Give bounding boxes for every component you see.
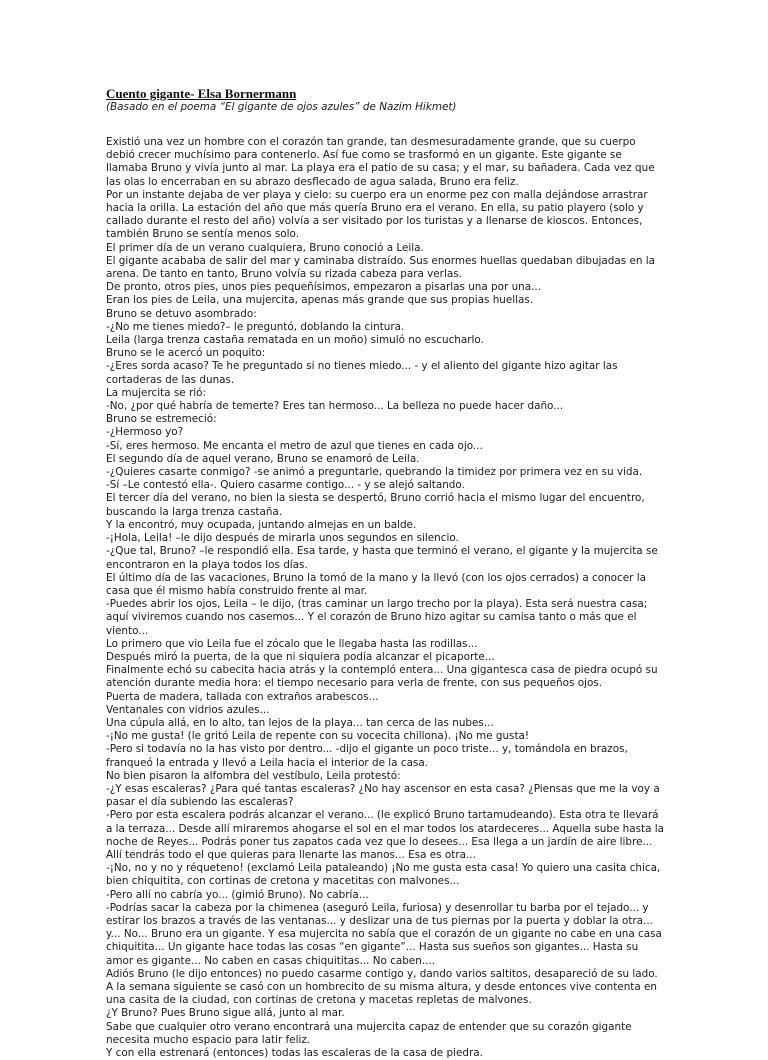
story-paragraph: -¿No me tienes miedo?– le preguntó, doblando la cintura. (106, 320, 405, 333)
story-paragraph: -¿Eres sorda acaso? Te he preguntado si no tienes miedo... - y el aliento del gigante hizo agitar las cortaderas de las dunas. (106, 360, 618, 386)
story-paragraph: A la semana siguiente se casó con un hombrecito de su misma altura, y desde entonces vive contenta en una casita de la ciudad, con cortinas de cretona y macetas repletas de malvones. (106, 981, 657, 1007)
story-paragraph: El tercer día del verano, no bien la siesta se despertó, Bruno corrió hacia el mismo lugar del encuentro, buscando la larga trenza castaña. (106, 492, 645, 518)
story-paragraph: -Sí, eres hermoso. Me encanta el metro de azul que tienes en cada ojo... (106, 439, 483, 452)
story-paragraph: -Puedes abrir los ojos, Leila – le dijo, (tras caminar un largo trecho por la playa). Esta será nuestra casa; aquí viviremos cuando nos casemos... Y el corazón de Bruno hizo agitar su camisa tanto o más que el viento... (106, 598, 648, 637)
story-paragraph: Sabe que cualquier otro verano encontrará una mujercita capaz de entender que su corazón gigante necesita mucho espacio para latir feliz. (106, 1020, 632, 1046)
story-paragraph: Puerta de madera, tallada con extraños arabescos... (106, 690, 379, 703)
document-subtitle: (Basado en el poema “El gigante de ojos azules” de Nazim Hikmet) (106, 101, 457, 113)
story-paragraph: Bruno se estremeció: (106, 413, 217, 426)
story-paragraph: La mujercita se rió: (106, 386, 206, 399)
story-paragraph: -Sí –Le contestó ella-. Quiero casarme contigo... - y se alejó saltando. (106, 479, 465, 492)
story-paragraph: Después miró la puerta, de la que ni siquiera podía alcanzar el picaporte... (106, 650, 495, 663)
story-paragraph: Bruno se detuvo asombrado: (106, 307, 257, 320)
story-paragraph: Eran los pies de Leila, una mujercita, apenas más grande que sus propias huellas. (106, 294, 534, 307)
story-paragraph: Existió una vez un hombre con el corazón tan grande, tan desmesuradamente grande, que su cuerpo debió crecer muchísimo para contenerlo. Así fue como se trasformó en un gigante. Este gigante se llamaba Bruno y vivía junto al mar. La playa era el patio de su casa; y el mar, su bañadera. Cada vez que las olas lo encerraban en su abrazo desflecado de agua salada, Bruno era feliz. (106, 136, 655, 188)
story-paragraph: Y con ella estrenará (entonces) todas las escaleras de la casa de piedra. (106, 1047, 483, 1060)
story-paragraph: -¡No, no y no y réqueteno! (exclamó Leila pataleando) ¡No me gusta esta casa! Yo quiero una casita chica, bien chiquitita, con cortinas de cretona y macetitas con malvones... (106, 862, 661, 888)
story-paragraph: -¡Hola, Leila! –le dijo después de mirarla unos segundos en silencio. (106, 532, 459, 545)
story-paragraph: -Pero allí no cabría yo... (gimió Bruno). No cabría... (106, 888, 369, 901)
story-paragraph: -Pero si todavía no la has visto por dentro... -dijo el gigante un poco triste... y, tomándola en brazos, franqueó la entrada y llevó a Leila hacia el interior de la casa. (106, 743, 628, 769)
story-paragraph: Adiós Bruno (le dijo entonces) no puedo casarme contigo y, dando varios saltitos, desapareció de su lado. (106, 967, 658, 980)
story-paragraph: -¿Quieres casarte conmigo? -se animó a preguntarle, quebrando la timidez por primera vez en su vida. (106, 466, 643, 479)
story-paragraph: Una cúpula allá, en lo alto, tan lejos de la playa... tan cerca de las nubes... (106, 716, 494, 729)
story-paragraph: -¡No me gusta! (le gritó Leila de repente con su vocecita chillona). ¡No me gusta! (106, 730, 530, 743)
story-paragraph: Por un instante dejaba de ver playa y cielo: su cuerpo era un enorme pez con malla dejándose arrastrar hacia la orilla. La estación del año que más quería Bruno era el verano. En ella, su patio playero (solo y callado durante el resto del año) volvía a ser visitado por los turistas y a llenarse de kioscos. Entonces, también Bruno se sentía menos solo. (106, 188, 648, 241)
story-paragraph: Lo primero que vio Leila fue el zócalo que le llegaba hasta las rodillas... (106, 637, 478, 650)
document-body (106, 86, 666, 1060)
story-paragraph: -¿Y esas escaleras? ¿Para qué tantas escaleras? ¿No hay ascensor en esta casa? ¿Piensas que me la voy a pasar el día subiendo las escaleras? (106, 782, 660, 809)
story-paragraph: Leila (larga trenza castaña rematada en un moño) simuló no escucharlo. (106, 334, 484, 347)
story-paragraph: Finalmente echó su cabecita hacia atrás y la contempló entera... Una gigantesca casa de piedra ocupó su atención durante media hora: el tiempo necesario para verla de frente, con sus pequeños ojos. (106, 664, 658, 690)
story-text (106, 136, 666, 1060)
story-paragraph: -Pero por esta escalera podrás alcanzar el verano... (le explicó Bruno tartamudeando). Esta otra te llevará a la terraza... Desde allí miraremos ahogarse el sol en el mar todos los atardeceres... Aquella sube hasta la noche de Reyes... Podrás poner tus zapatos cada vez que lo desees... Esa llega a un jardín de aire libre... Allí tendrás todo el que quieras para llenarte las manos... Esa es otra... (106, 809, 664, 861)
story-paragraph: -No, ¿por qué habría de temerte? Eres tan hermoso... La belleza no puede hacer daño... (106, 400, 564, 413)
story-paragraph: El segundo día de aquel verano, Bruno se enamoró de Leila. (106, 452, 420, 465)
story-paragraph: El último día de las vacaciones, Bruno la tomó de la mano y la llevó (con los ojos cerrados) a conocer la casa que él mismo había construido frente al mar. (106, 571, 646, 597)
story-paragraph: No bien pisaron la alfombra del vestíbulo, Leila protestó: (106, 769, 401, 782)
story-paragraph: Y la encontró, muy ocupada, juntando almejas en un balde. (106, 518, 417, 531)
story-paragraph: -¿Que tal, Bruno? –le respondió ella. Esa tarde, y hasta que terminó el verano, el gigante y la mujercita se encontraron en la playa todos los días. (106, 545, 658, 571)
story-paragraph: El primer día de un verano cualquiera, Bruno conoció a Leila. (106, 241, 424, 254)
story-paragraph: Ventanales con vidrios azules... (106, 703, 270, 716)
story-paragraph: El gigante acababa de salir del mar y caminaba distraído. Sus enormes huellas quedaban dibujadas en la arena. De tanto en tanto, Bruno volvía su rizada cabeza para verlas. (106, 254, 656, 281)
story-paragraph: De pronto, otros pies, unos pies pequeñísimos, empezaron a pisarlas una por una... (106, 281, 542, 294)
story-paragraph: ¿Y Bruno? Pues Bruno sigue allá, junto al mar. (106, 1007, 345, 1020)
story-paragraph: -¿Hermoso yo? (106, 426, 184, 439)
story-paragraph: Bruno se le acercó un poquito: (106, 347, 266, 360)
document-title: Cuento gigante- Elsa Bornermann (106, 86, 297, 101)
story-paragraph: -Podrías sacar la cabeza por la chimenea (aseguró Leila, furiosa) y desenrollar tu barba por el tejado... y estirar los brazos a través de las ventanas... y deslizar una de tus piernas por la puerta y doblar la otra... y... No... Bruno era un gigante. Y esa mujercita no sabía que el corazón de un gigante no cabe en una casa chiquitita... Un gigante hace todas las cosas “en gigante”... Hasta sus sueños son gigantes... Hasta su amor es gigante... No caben en casas chiquititas... No caben.... (106, 901, 662, 967)
